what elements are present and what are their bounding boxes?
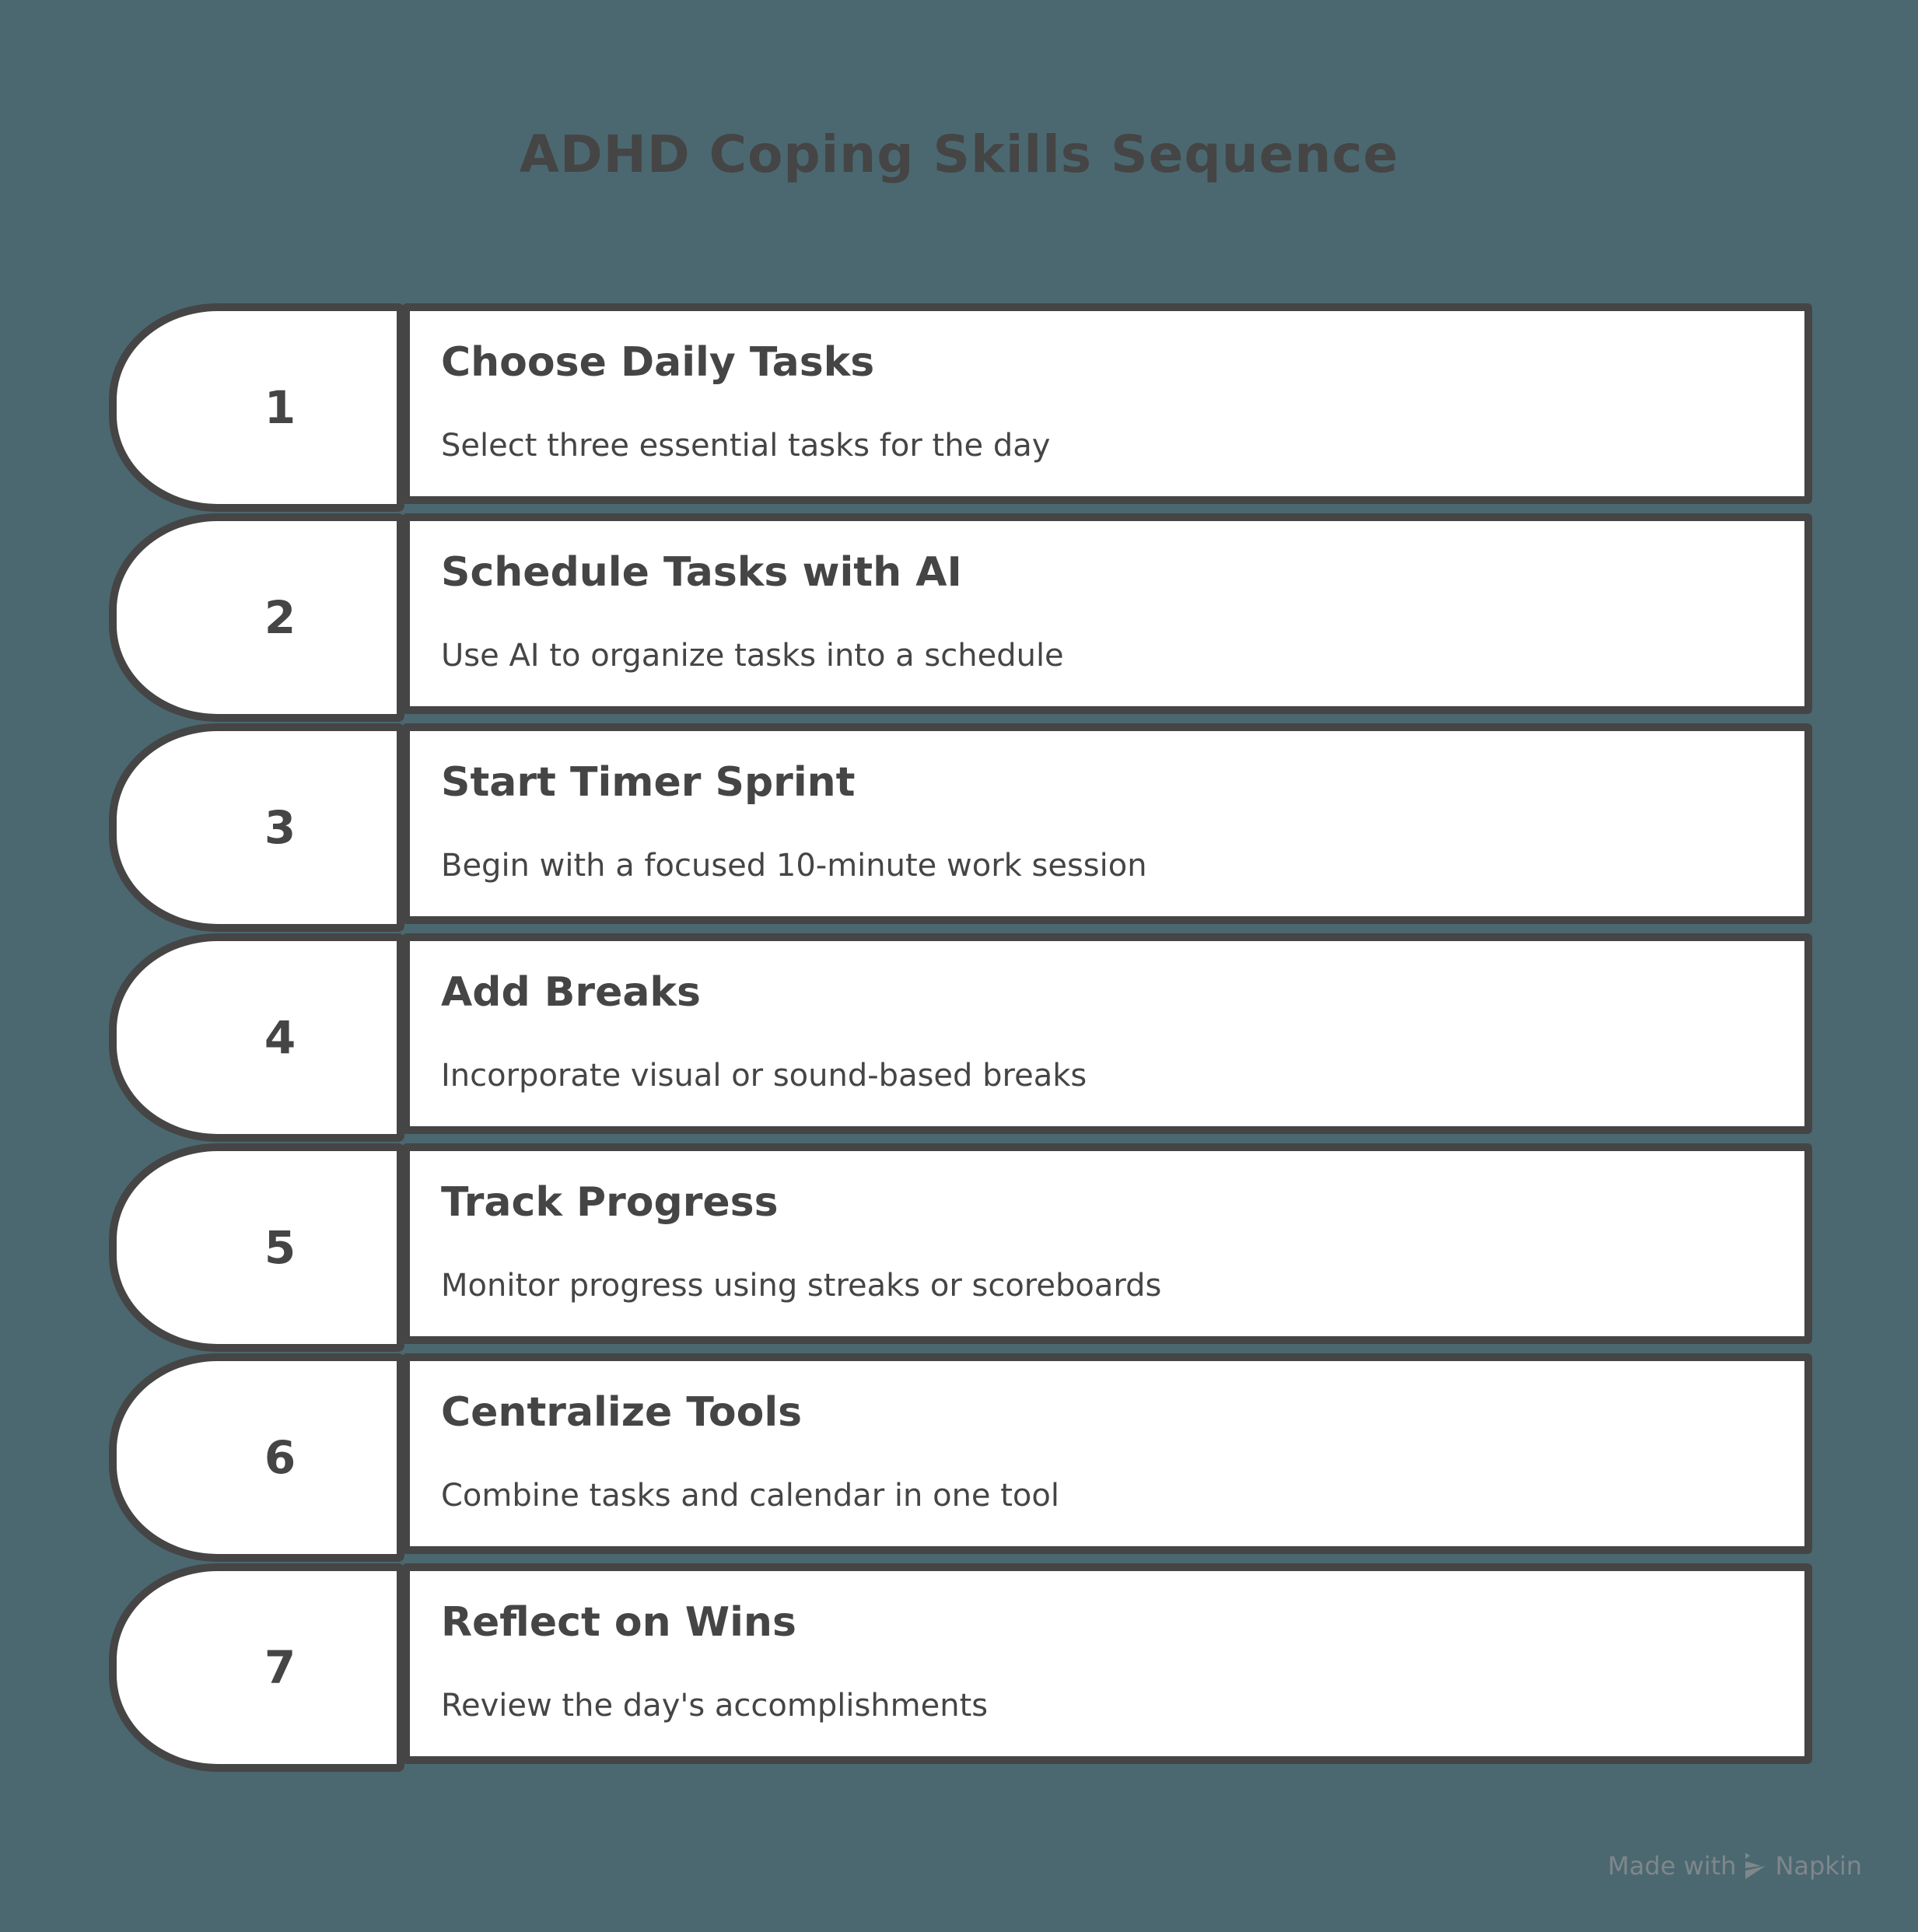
step-number-tab [109,1563,404,1772]
step-number-tab [109,303,404,512]
step-row [109,1143,1812,1344]
step-card [402,723,1812,924]
step-card [402,513,1812,714]
step-card [402,303,1812,504]
step-number: 7 [264,1641,296,1694]
step-heading: Start Timer Sprint [441,759,856,806]
step-row [109,513,1812,714]
made-with-label: Made with [1608,1851,1737,1881]
step-heading: Schedule Tasks with AI [441,549,962,596]
step-description: Begin with a focused 10-minute work session [441,848,1147,884]
step-number-tab [109,1143,404,1352]
step-description: Use AI to organize tasks into a schedule [441,638,1064,674]
step-card [402,1353,1812,1554]
step-number: 2 [264,591,296,644]
step-number: 4 [264,1011,296,1064]
step-description: Review the day's accomplishments [441,1688,989,1724]
step-description: Select three essential tasks for the day [441,428,1051,464]
step-heading: Centralize Tools [441,1389,803,1436]
step-card [402,1563,1812,1764]
step-number-tab [109,933,404,1142]
step-description: Incorporate visual or sound-based breaks [441,1058,1087,1094]
step-heading: Add Breaks [441,969,701,1016]
step-number: 3 [264,801,296,854]
step-row [109,933,1812,1134]
napkin-brand-label: Napkin [1775,1851,1862,1881]
step-row [109,303,1812,504]
step-card [402,933,1812,1134]
steps-list [109,303,1812,1773]
step-row [109,723,1812,924]
napkin-logo-icon [1744,1853,1767,1879]
step-card [402,1143,1812,1344]
step-number: 1 [264,381,296,434]
step-number-tab [109,513,404,722]
step-number-tab [109,723,404,932]
step-heading: Track Progress [441,1179,779,1226]
step-number: 5 [264,1221,296,1274]
step-heading: Reflect on Wins [441,1599,796,1646]
step-number-tab [109,1353,404,1562]
made-with-napkin-badge [1608,1851,1862,1881]
step-heading: Choose Daily Tasks [441,339,875,386]
diagram-title: ADHD Coping Skills Sequence [519,124,1399,184]
step-row [109,1563,1812,1764]
step-row [109,1353,1812,1554]
step-number: 6 [264,1431,296,1484]
step-description: Monitor progress using streaks or scoreboards [441,1268,1162,1304]
step-description: Combine tasks and calendar in one tool [441,1478,1059,1514]
